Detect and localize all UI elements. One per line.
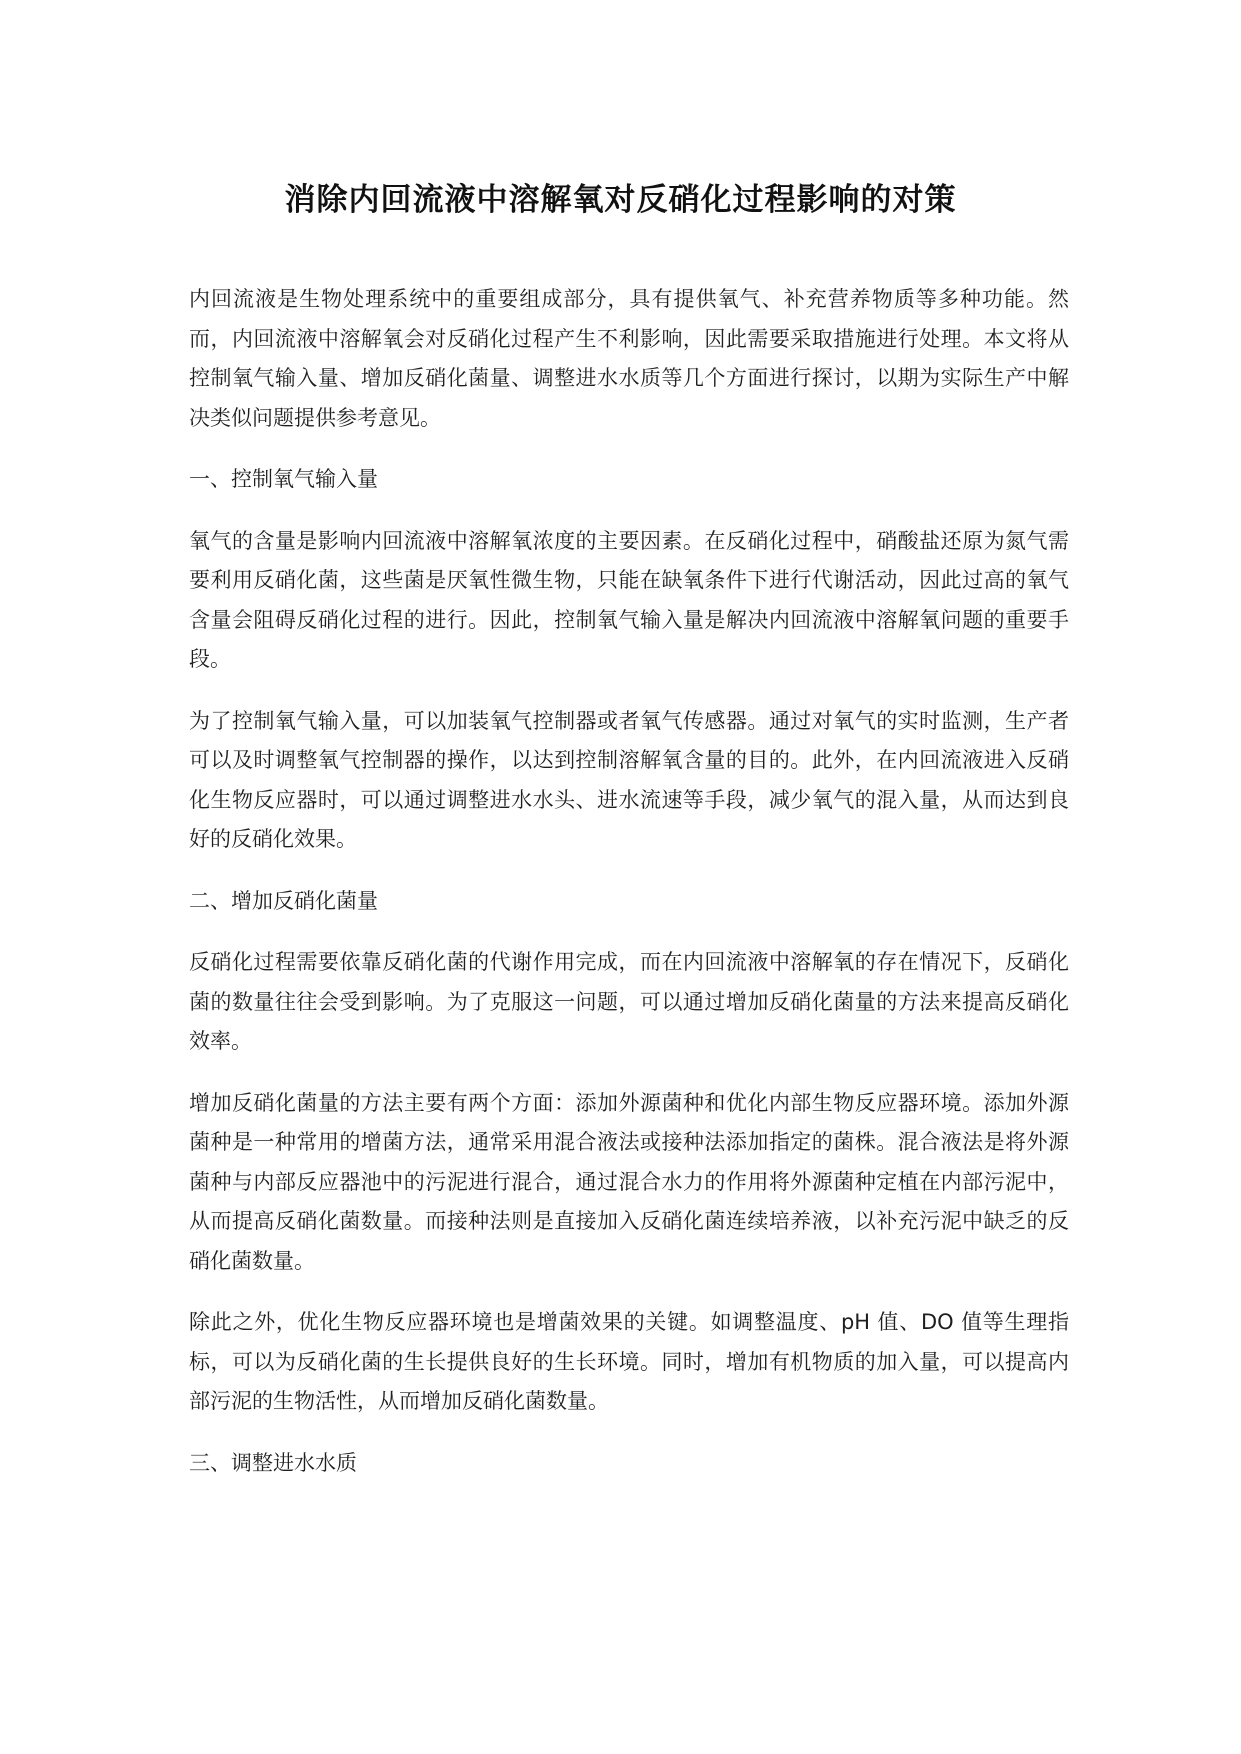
section-2-paragraph-3: 除此之外，优化生物反应器环境也是增菌效果的关键。如调整温度、pH 值、DO 值等生理指标，可以为反硝化菌的生长提供良好的生长环境。同时，增加有机物质的加入量，可以提高内部污泥的生物活性，从而增加反硝化菌数量。	[189, 1310, 1069, 1413]
section-2-paragraph-1: 反硝化过程需要依靠反硝化菌的代谢作用完成，而在内回流液中溶解氧的存在情况下，反硝化菌的数量往往会受到影响。为了克服这一问题，可以通过增加反硝化菌量的方法来提高反硝化效率。	[189, 950, 1069, 1053]
section-1-paragraph-1: 氧气的含量是影响内回流液中溶解氧浓度的主要因素。在反硝化过程中，硝酸盐还原为氮气需要利用反硝化菌，这些菌是厌氧性微生物，只能在缺氧条件下进行代谢活动，因此过高的氧气含量会阻碍反硝化过程的进行。因此，控制氧气输入量是解决内回流液中溶解氧问题的重要手段。	[189, 528, 1069, 671]
section-3-heading: 三、调整进水水质	[189, 1450, 357, 1475]
section-2-paragraph-2: 增加反硝化菌量的方法主要有两个方面：添加外源菌种和优化内部生物反应器环境。添加外源菌种是一种常用的增菌方法，通常采用混合液法或接种法添加指定的菌株。混合液法是将外源菌种与内部反应器池中的污泥进行混合，通过混合水力的作用将外源菌种定植在内部污泥中，从而提高反硝化菌数量。而接种法则是直接加入反硝化菌连续培养液，以补充污泥中缺乏的反硝化菌数量。	[189, 1090, 1069, 1273]
intro-paragraph: 内回流液是生物处理系统中的重要组成部分，具有提供氧气、补充营养物质等多种功能。然而，内回流液中溶解氧会对反硝化过程产生不利影响，因此需要采取措施进行处理。本文将从控制氧气输入量、增加反硝化菌量、调整进水水质等几个方面进行探讨，以期为实际生产中解决类似问题提供参考意见。	[189, 287, 1069, 430]
document-body	[189, 280, 1069, 1483]
document-title: 消除内回流液中溶解氧对反硝化过程影响的对策	[284, 182, 957, 218]
section-2-heading: 二、增加反硝化菌量	[189, 888, 378, 913]
section-1-heading: 一、控制氧气输入量	[189, 467, 378, 491]
section-1-paragraph-2: 为了控制氧气输入量，可以加装氧气控制器或者氧气传感器。通过对氧气的实时监测，生产者可以及时调整氧气控制器的操作，以达到控制溶解氧含量的目的。此外，在内回流液进入反硝化生物反应器时，可以通过调整进水水头、进水流速等手段，减少氧气的混入量，从而达到良好的反硝化效果。	[189, 708, 1069, 851]
